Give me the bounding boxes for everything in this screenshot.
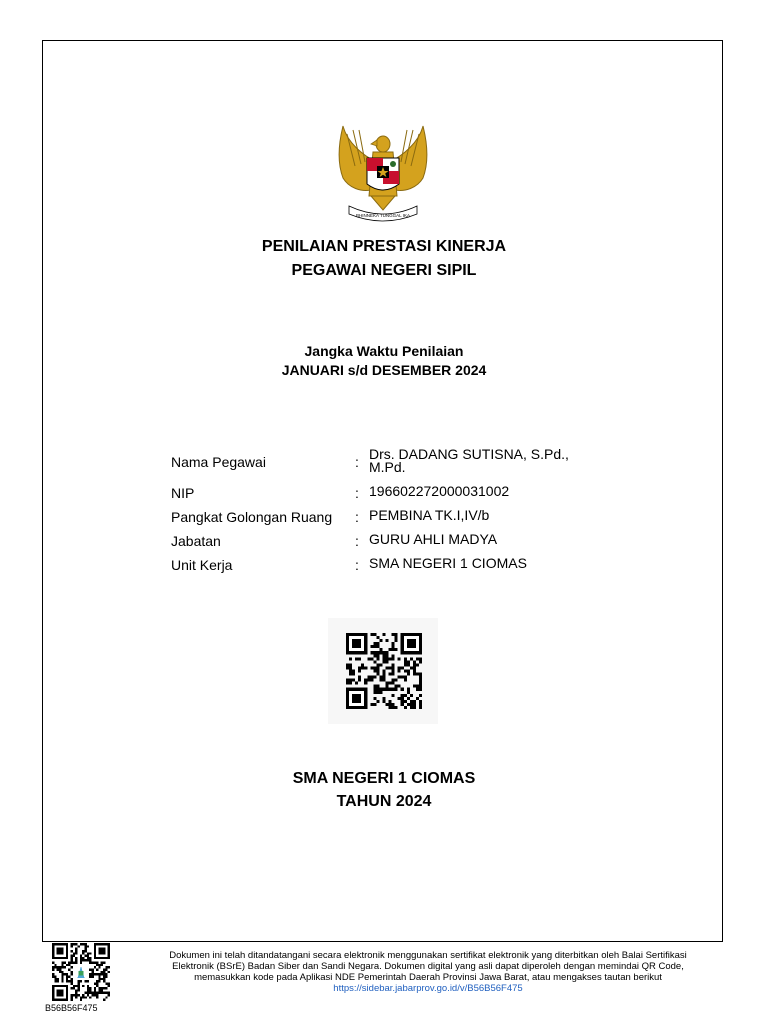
- qr-code-icon: [344, 633, 424, 709]
- info-label: Pangkat Golongan Ruang: [171, 509, 333, 525]
- disclaimer-line: memasukkan kode pada Aplikasi NDE Pemerintah Daerah Provinsi Jawa Barat, atau mengakses tautan berikut: [194, 972, 662, 983]
- period-label: Jangka Waktu Penilaian: [304, 343, 464, 359]
- info-colon: :: [355, 454, 359, 470]
- info-colon: :: [355, 557, 359, 573]
- info-value: Drs. DADANG SUTISNA, S.Pd., M.Pd.: [369, 446, 569, 475]
- info-label: Nama Pegawai: [171, 454, 266, 470]
- period-value: JANUARI s/d DESEMBER 2024: [281, 362, 487, 378]
- info-label: Unit Kerja: [171, 557, 233, 573]
- info-value: PEMBINA TK.I,IV/b: [369, 507, 490, 523]
- info-label: Jabatan: [171, 533, 221, 549]
- signature-disclaimer: [138, 950, 718, 994]
- verification-link[interactable]: https://sidebar.jabarprov.go.id/v/B56B56F475: [333, 983, 523, 994]
- document-year: TAHUN 2024: [336, 793, 432, 810]
- info-label: NIP: [171, 485, 195, 501]
- info-value: SMA NEGERI 1 CIOMAS: [369, 555, 527, 571]
- disclaimer-line: Dokumen ini telah ditandatangani secara elektronik menggunakan sertifikat elektronik yang diterbitkan oleh Balai Sertifikasi: [169, 950, 687, 961]
- signature-code: B56B56F475: [45, 1003, 98, 1013]
- document-subtitle: PEGAWAI NEGERI SIPIL: [291, 262, 477, 279]
- info-value: GURU AHLI MADYA: [369, 531, 498, 547]
- info-value: 196602272000031002: [369, 483, 510, 499]
- info-colon: :: [355, 485, 359, 501]
- disclaimer-line: Elektronik (BSrE) Badan Siber dan Sandi Negara. Dokumen digital yang asli dapat diperoleh dengan memindai QR Code,: [172, 961, 684, 972]
- signature-qr-icon: [51, 943, 111, 1001]
- garuda-emblem-icon: [333, 122, 433, 226]
- document-title: PENILAIAN PRESTASI KINERJA: [261, 238, 507, 255]
- svg-text:BHINNEKA TUNGGAL IKA: BHINNEKA TUNGGAL IKA: [355, 213, 411, 218]
- info-colon: :: [355, 509, 359, 525]
- info-colon: :: [355, 533, 359, 549]
- school-name: SMA NEGERI 1 CIOMAS: [292, 770, 476, 787]
